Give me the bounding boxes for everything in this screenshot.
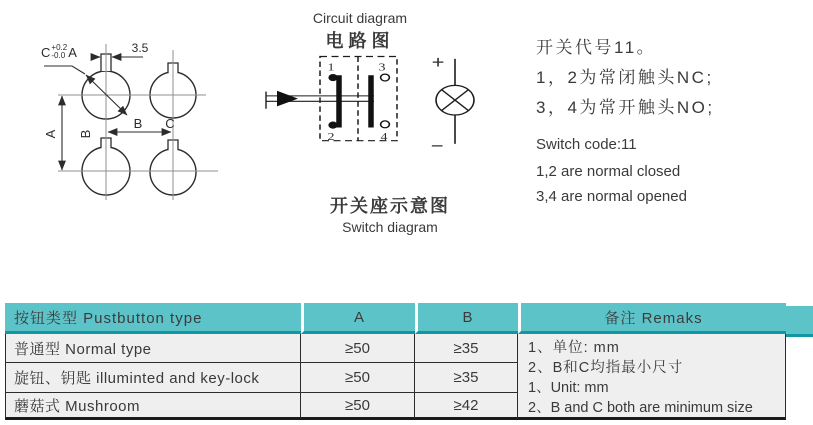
terminal-1-label: 1	[327, 60, 335, 74]
polarity-minus-label: −	[430, 136, 444, 156]
tolerance-stack	[51, 44, 67, 60]
pushbutton-dimension-table	[5, 303, 786, 420]
switch-diagram-caption	[300, 192, 480, 235]
row-mushroom-a: ≥50	[301, 393, 415, 420]
row-mushroom-type: 蘑菇式 Mushroom	[5, 393, 301, 420]
circuit-diagram	[250, 44, 485, 200]
terminal-4-label: 4	[380, 130, 388, 143]
circuit-title-en: Circuit diagram	[312, 10, 408, 26]
row-normal-a: ≥50	[301, 334, 415, 363]
row-normal-b: ≥35	[415, 334, 518, 363]
col-header-b: B	[415, 303, 518, 334]
dim-b-label: B	[133, 116, 143, 131]
row-mushroom-b: ≥42	[415, 393, 518, 420]
note-zh-switch-code: 开关代号11。	[536, 38, 657, 57]
keyway-notches	[101, 54, 178, 150]
mounting-hole-drawing	[30, 38, 240, 210]
remark-min-zh: 2、B和C均指最小尺寸	[528, 360, 684, 376]
switch-code-notes	[536, 38, 715, 215]
dim-b-side-label: B	[78, 129, 93, 139]
remarks-cell	[518, 334, 786, 420]
tolerance-suffix: A	[68, 44, 77, 60]
terminal-3-label: 3	[378, 60, 386, 74]
terminal-2-label: 2	[327, 130, 335, 143]
remark-unit-zh: 1、单位: mm	[528, 340, 620, 356]
tolerance-upper: +0.2	[51, 43, 68, 52]
col-header-remarks: 备注 Remaks	[518, 303, 786, 334]
dimension-lines	[44, 57, 171, 170]
note-en-no: 3,4 are normal opened	[536, 188, 687, 205]
contact-1-closed-dot	[328, 74, 337, 81]
contact-2-closed-dot	[328, 122, 337, 129]
row-keylock-type: 旋钮、钥匙 illuminted and key-lock	[5, 363, 301, 393]
tolerance-base: C	[41, 44, 51, 60]
contact-4-open-circle	[381, 121, 390, 128]
hole-circles	[82, 71, 196, 195]
dim-c-label: C	[165, 116, 175, 131]
note-en-switch-code: Switch code:11	[536, 136, 637, 153]
remark-unit-en: 1、Unit: mm	[528, 380, 609, 396]
row-normal-type: 普通型 Normal type	[5, 334, 301, 363]
contact-3-open-circle	[381, 74, 390, 81]
col-header-a: A	[301, 303, 415, 334]
row-keylock-a: ≥50	[301, 363, 415, 393]
diameter-tolerance-callout	[41, 44, 77, 60]
note-en-nc: 1,2 are normal closed	[536, 163, 681, 180]
actuator-arrow	[277, 91, 298, 107]
row-keylock-b: ≥35	[415, 363, 518, 393]
switch-caption-zh: 开关座示意图	[330, 196, 450, 216]
tolerance-lower: -0.0	[51, 51, 66, 60]
dim-3-5-label: 3.5	[131, 41, 149, 55]
polarity-plus-label: +	[431, 53, 445, 73]
note-zh-no: 3，4为常开触头NO;	[536, 98, 715, 117]
note-zh-nc: 1，2为常闭触头NC;	[536, 68, 714, 87]
dim-a-label: A	[43, 129, 58, 139]
col-header-type: 按钮类型 Pustbutton type	[5, 303, 301, 334]
switch-caption-en: Switch diagram	[342, 219, 438, 235]
remark-min-en: 2、B and C both are minimum size	[528, 400, 753, 416]
circuit-title-zh: 电路图	[325, 31, 395, 51]
